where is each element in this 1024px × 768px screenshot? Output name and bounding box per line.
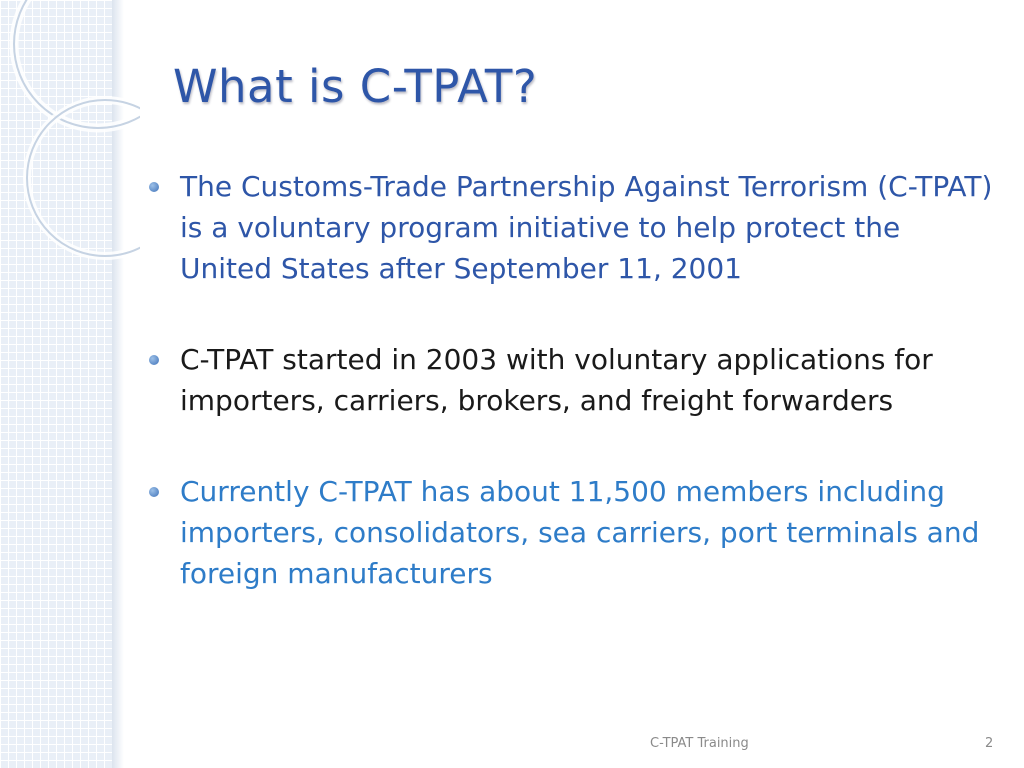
bullet-marker-icon <box>149 355 159 365</box>
page-number: 2 <box>985 736 994 751</box>
bullet-list <box>146 166 996 644</box>
bullet-text: The Customs-Trade Partnership Against Terrorism (C-TPAT) is a voluntary program initiative to help protect the United States after September 11, 2001 <box>180 170 993 285</box>
decorative-circles <box>0 0 140 300</box>
bullet-item <box>146 471 996 594</box>
bullet-marker-icon <box>149 182 159 192</box>
slide-title: What is C-TPAT? <box>173 60 538 113</box>
bullet-item <box>146 166 996 289</box>
bullet-text: Currently C-TPAT has about 11,500 members including importers, consolidators, sea carriers, port terminals and foreign manufacturers <box>180 475 980 590</box>
footer-label: C-TPAT Training <box>650 736 749 751</box>
bullet-text: C-TPAT started in 2003 with voluntary applications for importers, carriers, brokers, and freight forwarders <box>180 343 933 417</box>
bullet-marker-icon <box>149 487 159 497</box>
bullet-item <box>146 339 996 421</box>
